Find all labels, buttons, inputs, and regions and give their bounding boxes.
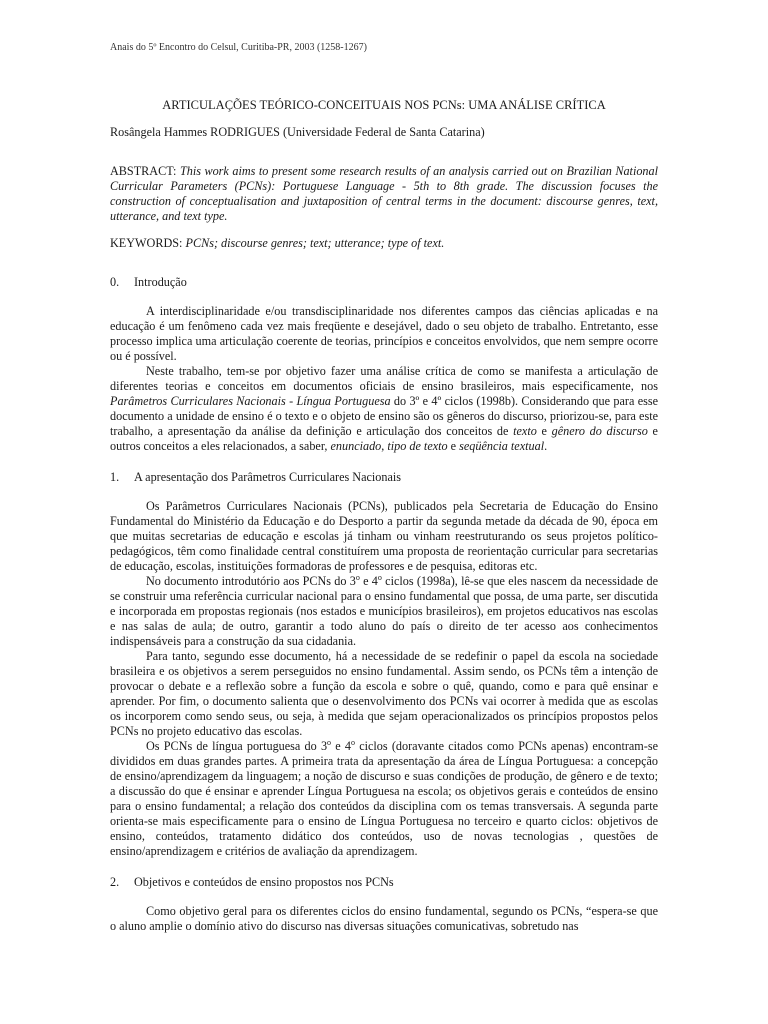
- paragraph: Como objetivo geral para os diferentes ciclos do ensino fundamental, segundo os PCNs, “espera-se que o aluno amplie o domínio ativo do discurso nas diversas situações comunicativas, sobretudo nas: [110, 904, 658, 933]
- text-run: ,: [381, 439, 388, 453]
- text-run-italic: seqüência textual: [459, 439, 545, 453]
- running-head: Anais do 5º Encontro do Celsul, Curitiba-PR, 2003 (1258-1267): [110, 42, 367, 53]
- section-title: A apresentação dos Parâmetros Curriculares Nacionais: [134, 470, 402, 484]
- text-run-italic: tipo de texto: [387, 439, 448, 453]
- text-run: Os PCNs de língua portuguesa do 3: [146, 739, 328, 753]
- paragraph: [110, 739, 658, 859]
- author-line: Rosângela Hammes RODRIGUES (Universidade Federal de Santa Catarina): [110, 125, 485, 139]
- abstract-label: ABSTRACT:: [110, 164, 177, 178]
- text-run: e: [447, 439, 460, 453]
- paper-body: [110, 98, 658, 934]
- text-run: e 4: [359, 574, 378, 588]
- text-run: Neste trabalho, tem-se por objetivo fazer uma análise crítica de como se manifesta a articulação de diferentes teorias e conceitos em documentos oficiais de ensino brasileiros, mais especificamente, nos: [110, 364, 658, 393]
- superscript: o: [327, 737, 332, 747]
- text-run: No documento introdutório aos PCNs do 3: [146, 574, 356, 588]
- keywords: [110, 236, 658, 251]
- section-heading-introducao: [110, 275, 658, 290]
- text-run-italic: Parâmetros Curriculares Nacionais - Língua Portuguesa: [110, 394, 391, 408]
- section-number: 2.: [110, 875, 120, 889]
- abstract-text: This work aims to present some research results of an analysis carried out on Brazilian National Curricular Parameters (PCNs): Portuguese Language - 5th to 8th grade. The discussion focuses the construction of conceptualisation and juxtaposition of central terms in the document: discourse genres, text, utterance, and text type.: [110, 164, 659, 223]
- section-title: Introdução: [134, 275, 187, 289]
- text-run: .: [544, 439, 548, 453]
- text-run-italic: texto: [513, 424, 537, 438]
- text-run: e: [536, 424, 552, 438]
- superscript: o: [377, 572, 382, 582]
- paragraph: [110, 574, 658, 649]
- section-number: 1.: [110, 470, 120, 484]
- text-run: ciclos (doravante citados como PCNs apenas) encontram-se divididos em duas grandes partes. A primeira trata da apresentação da área de Língua Portuguesa: a concepção de ensino/aprendizagem da linguagem; a noção de discurso e suas condições de produção, de gênero e de texto; a discussão do que é ensinar e aprender Língua Portuguesa na escola; os objetivos gerais e conteúdos de ensino para o ensino fundamental; a relação dos conteúdos da disciplina com os temas transversais. A segunda parte orienta-se mais especificamente para o ensino de Língua Portuguesa no terceiro e quarto ciclos: objetivos de ensino, conteúdos, tratamento didático dos conteúdos, uso de novas tecnologias , questões de ensino/aprendizagem e critérios de avaliação da aprendizagem.: [110, 739, 658, 858]
- keywords-label: KEYWORDS:: [110, 236, 183, 250]
- superscript: o: [355, 572, 360, 582]
- text-run-italic: enunciado: [330, 439, 382, 453]
- text-run: e outros conceitos a eles relacionados, a saber,: [110, 424, 658, 453]
- text-run: e 4: [331, 739, 351, 753]
- section-heading-objetivos: [110, 875, 658, 890]
- paragraph: [110, 364, 658, 454]
- paper-title: ARTICULAÇÕES TEÓRICO-CONCEITUAIS NOS PCNs: UMA ANÁLISE CRÍTICA: [162, 98, 606, 112]
- paragraph: Para tanto, segundo esse documento, há a necessidade de se redefinir o papel da escola na sociedade brasileira e os objetivos a serem perseguidos no ensino fundamental. Assim sendo, os PCNs têm a intenção de provocar o debate e a reflexão sobre a função da escola e sobre o quê, quando, como e para quê ensinar e aprender. Por fim, o documento salienta que o desenvolvimento dos PCNs vai ocorrer à medida que as escolas os incorporem como sendo seus, ou seja, à medida que sejam operacionalizados os princípios propostos pelos PCNs no projeto educativo das escolas.: [110, 649, 658, 738]
- paragraph: A interdisciplinaridade e/ou transdisciplinaridade nos diferentes campos das ciências aplicadas e na educação é um fenômeno cada vez mais freqüente e desejável, dado o seu objeto de trabalho. Entretanto, esse processo implica uma articulação coerente de teorias, princípios e conceitos envolvidos, que nem sempre ocorre ou é possível.: [110, 304, 658, 363]
- section-number: 0.: [110, 275, 120, 289]
- superscript: o: [351, 737, 355, 747]
- paragraph: Os Parâmetros Curriculares Nacionais (PCNs), publicados pela Secretaria de Educação do Ensino Fundamental do Ministério da Educação e do Desporto a partir da segunda metade da década de 90, época em que muitas secretarias de educação e escolas já tinham ou vinham reestruturando os seus projetos político-pedagógicos, têm como finalidade central constituírem uma proposta de reorientação curricular para secretarias de educação, escolas, instituições formadoras de professores e de pesquisa, editoras etc.: [110, 499, 658, 573]
- abstract: [110, 164, 658, 224]
- text-run: ciclos (1998a), lê-se que eles nascem da necessidade de se construir uma referência curricular nacional para o ensino fundamental que possa, de uma parte, ser discutida e incorporada em propostas regionais (nos estados e municípios brasileiros), em projetos educativos nas escolas e nas salas de aula; de outro, garantir a todo aluno do país o direito de ter acesso aos conhecimentos indispensáveis para a construção da sua cidadania.: [110, 574, 658, 648]
- text-run-italic: gênero do discurso: [551, 424, 648, 438]
- text-run: do 3º e 4º ciclos (1998b). Considerando que para esse documento a unidade de ensino é o texto e o objeto de ensino são os gêneros do discurso, priorizou-se, para este trabalho, a apresentação da análise da definição e articulação dos conceitos de: [110, 394, 658, 438]
- keywords-text: PCNs; discourse genres; text; utterance; type of text.: [185, 236, 445, 250]
- section-heading-apresentacao: [110, 470, 658, 485]
- section-title: Objetivos e conteúdos de ensino propostos nos PCNs: [134, 875, 394, 889]
